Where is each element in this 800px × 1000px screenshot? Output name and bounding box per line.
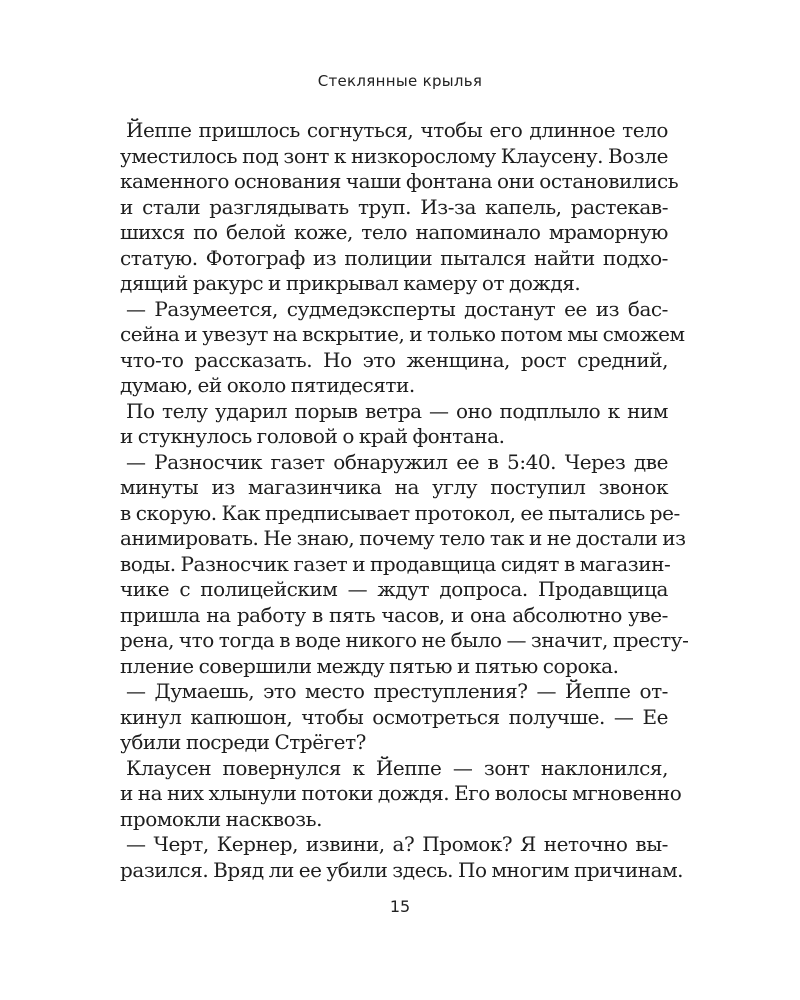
text-line: шихся по белой коже, тело напоминало мраморную: [120, 220, 668, 244]
text-line: Клаусен повернулся к Йеппе — зонт наклонился,: [126, 755, 668, 780]
text-line: рена, что тогда в воде никого не было — значит, престу-: [120, 628, 689, 652]
text-line: — Разумеется, судмедэксперты достанут ее из бас-: [126, 296, 668, 321]
text-line: сейна и увезут на вскрытие, и только потом мы сможем: [120, 322, 685, 346]
text-line: — Думаешь, это место преступления? — Йеппе от-: [126, 679, 668, 703]
text-line: воды. Разносчик газет и продавщица сидят в магазин-: [120, 551, 671, 576]
text-line: По телу ударил порыв ветра — оно подплыло к ним: [126, 398, 668, 423]
text-line: в скорую. Как предписывает протокол, ее пытались ре-: [120, 500, 680, 525]
text-line: и на них хлынули потоки дождя. Его волосы мгновенно: [120, 781, 682, 805]
body-text: [120, 118, 689, 883]
text-line: пление совершили между пятью и пятью сорока.: [120, 653, 619, 678]
text-line: каменного основания чаши фонтана они остановились: [120, 169, 679, 193]
text-line: — Разносчик газет обнаружил ее в 5:40. Через две: [126, 449, 668, 474]
text-line: Йеппе пришлось согнуться, чтобы его длинное тело: [126, 118, 668, 142]
text-line: чике с полицейским — ждут допроса. Продавщица: [120, 577, 668, 601]
text-line: минуты из магазинчика на углу поступил звонок: [120, 475, 668, 499]
text-line: и стукнулось головой о край фонтана.: [120, 424, 505, 448]
text-line: анимировать. Не знаю, почему тело так и не достали из: [120, 526, 686, 550]
text-line: дящий ракурс и прикрывал камеру от дождя.: [120, 271, 581, 295]
text-line: думаю, ей около пятидесяти.: [120, 373, 415, 397]
text-line: что-то рассказать. Но это женщина, рост средний,: [120, 347, 668, 372]
text-line: уместилось под зонт к низкорослому Клаусену. Возле: [120, 143, 668, 168]
text-line: промокли насквозь.: [120, 806, 322, 831]
text-line: — Черт, Кернер, извини, а? Промок? Я неточно вы-: [126, 832, 668, 856]
text-line: разился. Вряд ли ее убили здесь. По многим причинам.: [120, 857, 684, 882]
text-line: и стали разглядывать труп. Из-за капель, растекав-: [120, 194, 668, 219]
text-line: пришла на работу в пять часов, и она абсолютно уве-: [120, 602, 668, 627]
page-number: 15: [389, 897, 411, 916]
text-line: статую. Фотограф из полиции пытался найти подхо-: [120, 245, 668, 270]
text-line: кинул капюшон, чтобы осмотреться получше. — Ее: [120, 704, 668, 729]
running-head-title: Стеклянные крылья: [317, 72, 483, 90]
text-line: убили посреди Стрёгет?: [120, 730, 366, 754]
